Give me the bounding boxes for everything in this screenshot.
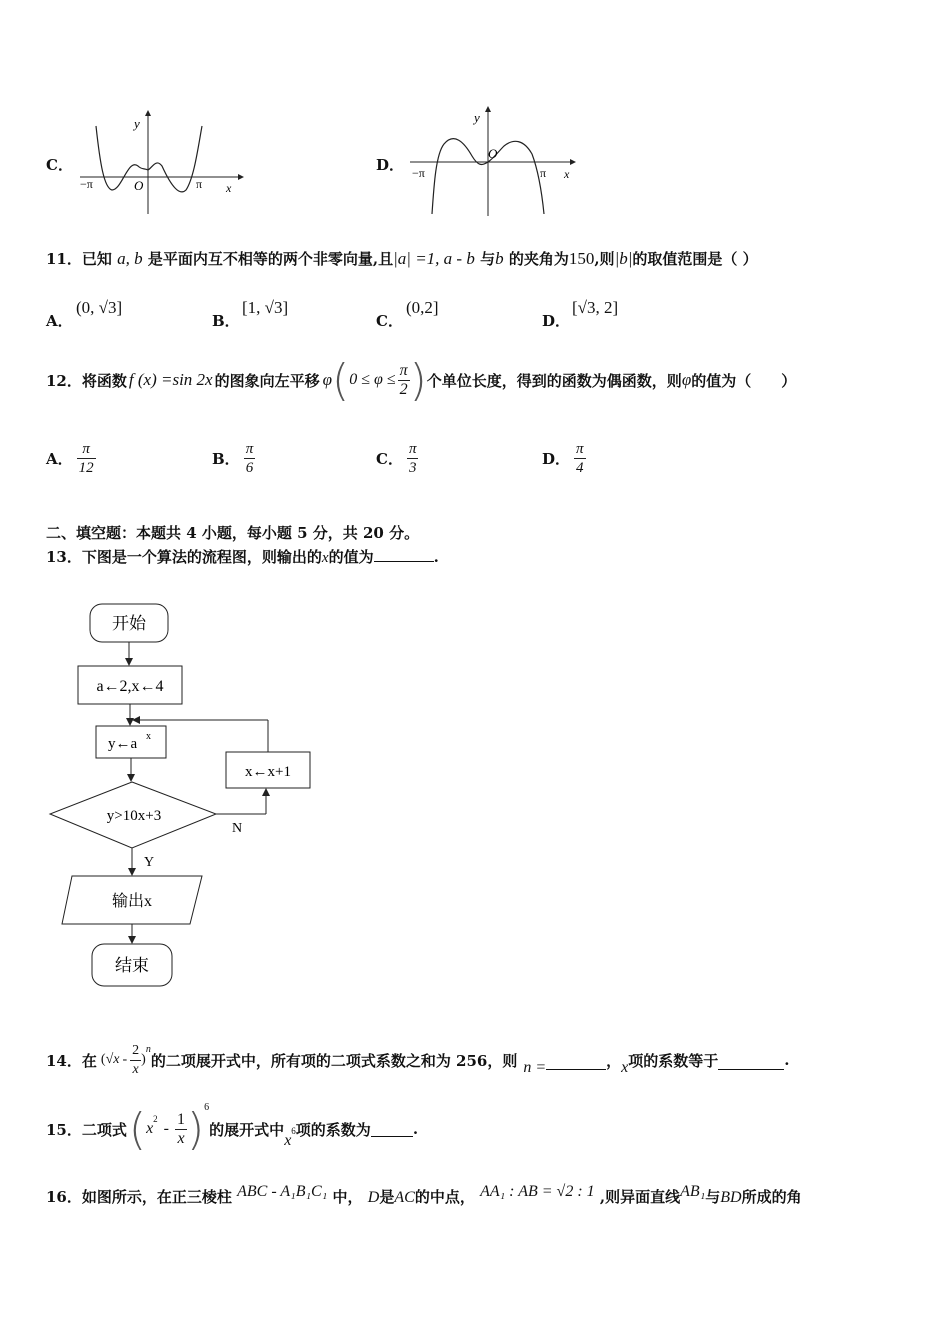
- q12-option-c: C． $\frac{\pi}{3}$: [376, 441, 417, 476]
- q13-answer-blank: [374, 547, 434, 562]
- graph-option-d: [406, 104, 586, 220]
- flow-update-text: x←x+1: [245, 764, 291, 780]
- graph-c-x-label: x: [226, 181, 232, 195]
- q11-option-d: D．: [542, 312, 571, 330]
- q14-answer-blank-1: [546, 1055, 606, 1070]
- question-15: 15． 二项式 ( x $^2$ - $\frac{1}{x}$ ) $^6$ 的展开式中 x $^6$ 项的系数为 .: [46, 1102, 419, 1155]
- q11-option-b: B．: [212, 312, 240, 330]
- question-11: 11．已知 a, b 是平面内互不相等的两个非零向量,且|a| =1, a - b 与b 的夹角为150,则|b|的取值范围是（ ）: [46, 249, 758, 268]
- graph-c-pi: π: [196, 177, 203, 191]
- question-14: 14． 在 ( √x - $\frac{2}{x}$ ) $^n$ 的二项展开式中，所有项的二项式系数之和为 256，则 n = ， x 项的系数等于 .: [46, 1042, 790, 1077]
- question-12: 12． 将函数 f (x) =sin 2x 的图象向左平移 φ ( 0 ≤ φ ≤ $\frac{\pi}{2}$ ) 个单位长度，得到的函数为偶函数，则 φ 的值为（ ）: [46, 354, 797, 406]
- flowchart: [40, 596, 330, 996]
- graph-c-y-label: y: [134, 116, 140, 131]
- graph-d-y-label: y: [474, 110, 480, 125]
- q11-option-c-value: (0,2]: [406, 298, 439, 317]
- q12-option-b: B． $\frac{\pi}{6}$: [212, 441, 254, 476]
- graph-d-neg-pi: −π: [412, 166, 425, 180]
- graph-option-c: [76, 108, 246, 218]
- graph-d-pi: π: [540, 166, 547, 180]
- question-13: 13．下图是一个算法的流程图，则输出的x的值为 .: [46, 548, 439, 566]
- graph-c-origin: O: [134, 178, 144, 193]
- flow-end-text: 结束: [115, 956, 149, 975]
- flow-init-text: a←2,x←4: [96, 678, 164, 695]
- q11-option-d-value: [√3, 2]: [572, 298, 619, 317]
- q11-option-a-value: (0, √3]: [76, 298, 123, 317]
- q12-option-d: D． $\frac{\pi}{4}$: [542, 441, 584, 476]
- flow-condition-text: y>10x+3: [106, 808, 162, 824]
- flow-start-text: 开始: [112, 614, 146, 633]
- question-16: 16．如图所示，在正三棱柱 ABC - A₁B₁C₁ 中， D是AC的中点， AA₁ : AB = √2 : 1 ,则异面直线AB₁与BD所成的角: [46, 1183, 802, 1206]
- section-2-title: 二、填空题：本题共 4 小题，每小题 5 分，共 20 分。: [46, 524, 420, 542]
- graph-d-origin: O: [488, 146, 498, 161]
- q14-answer-blank-2: [718, 1055, 784, 1070]
- graph-d-x-label: x: [564, 167, 570, 181]
- graph-c-neg-pi: −π: [80, 177, 93, 191]
- q11-option-c: C．: [376, 312, 403, 330]
- flow-output-text: 输出x: [111, 893, 153, 910]
- q11-option-b-value: [1, √3]: [242, 298, 289, 317]
- flow-assign-text: y←a: [108, 736, 138, 752]
- q12-option-a: A． $\frac{\pi}{12}$: [46, 441, 94, 476]
- option-c-label: C．: [46, 156, 73, 174]
- flow-assign-sup: x: [146, 731, 151, 742]
- q11-option-a: A．: [46, 312, 73, 330]
- flow-no-label: N: [232, 821, 243, 836]
- option-d-label: D．: [376, 156, 405, 174]
- q15-answer-blank: [371, 1122, 413, 1137]
- flow-yes-label: Y: [144, 855, 155, 870]
